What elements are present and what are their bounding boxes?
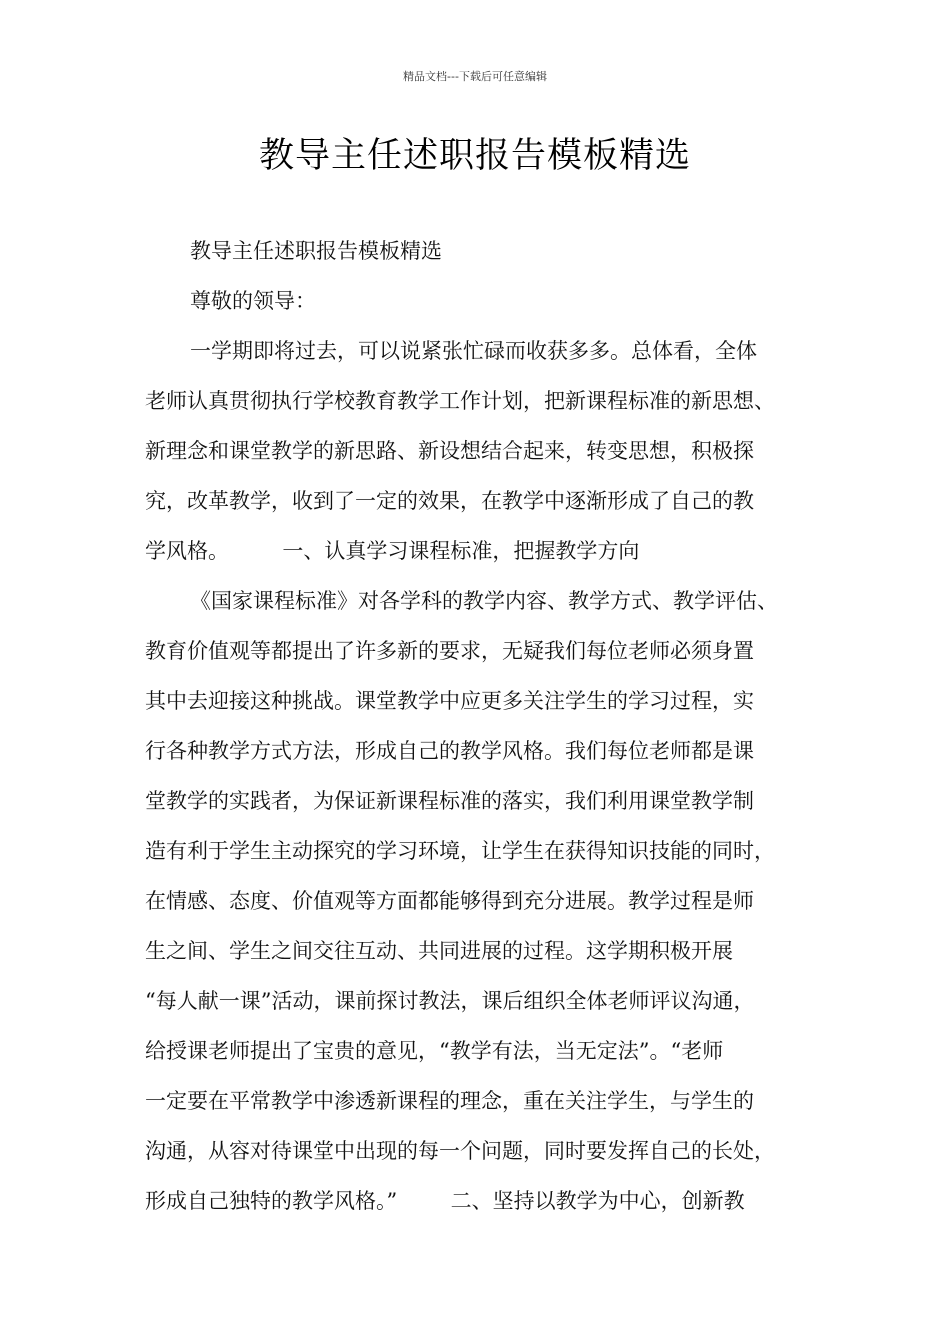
paragraph-line: 沟通，从容对待课堂中出现的每一个问题，同时要发挥自己的长处，	[145, 1139, 775, 1163]
paragraph-line: 教育价值观等都提出了许多新的要求，无疑我们每位老师必须身置	[145, 639, 754, 663]
page-header: 精品文档---下载后可任意编辑	[403, 70, 547, 83]
paragraph-line: 学风格。 一、认真学习课程标准，把握教学方向	[145, 539, 640, 563]
subtitle-line: 教导主任述职报告模板精选	[190, 239, 442, 263]
paragraph-line: 给授课老师提出了宝贵的意见，“教学有法，当无定法”。“老师	[145, 1039, 724, 1063]
paragraph-line: 其中去迎接这种挑战。课堂教学中应更多关注学生的学习过程，实	[145, 689, 754, 713]
paragraph-line: 一学期即将过去，可以说紧张忙碌而收获多多。总体看，全体	[190, 339, 757, 363]
paragraph-line: 《国家课程标准》对各学科的教学内容、教学方式、教学评估、	[190, 589, 778, 613]
paragraph-line: 老师认真贯彻执行学校教育教学工作计划，把新课程标准的新思想、	[145, 389, 775, 413]
paragraph-line: 生之间、学生之间交往互动、共同进展的过程。这学期积极开展	[145, 939, 733, 963]
paragraph-line: 在情感、态度、价值观等方面都能够得到充分进展。教学过程是师	[145, 889, 754, 913]
salutation-line: 尊敬的领导：	[190, 289, 316, 313]
paragraph-line: 造有利于学生主动探究的学习环境，让学生在获得知识技能的同时，	[145, 839, 775, 863]
paragraph-line: 堂教学的实践者，为保证新课程标准的落实，我们利用课堂教学制	[145, 789, 754, 813]
paragraph-line: 一定要在平常教学中渗透新课程的理念，重在关注学生，与学生的	[145, 1089, 754, 1113]
document-title: 教导主任述职报告模板精选	[258, 136, 691, 176]
paragraph-line: 行各种教学方式方法，形成自己的教学风格。我们每位老师都是课	[145, 739, 754, 763]
paragraph-line: 新理念和课堂教学的新思路、新设想结合起来，转变思想，积极探	[145, 439, 754, 463]
paragraph-line: 形成自己独特的教学风格。” 二、坚持以教学为中心，创新教	[145, 1189, 745, 1213]
paragraph-line: 究，改革教学，收到了一定的效果，在教学中逐渐形成了自己的教	[145, 489, 754, 513]
paragraph-line: “每人献一课”活动，课前探讨教法，课后组织全体老师评议沟通，	[145, 989, 755, 1013]
